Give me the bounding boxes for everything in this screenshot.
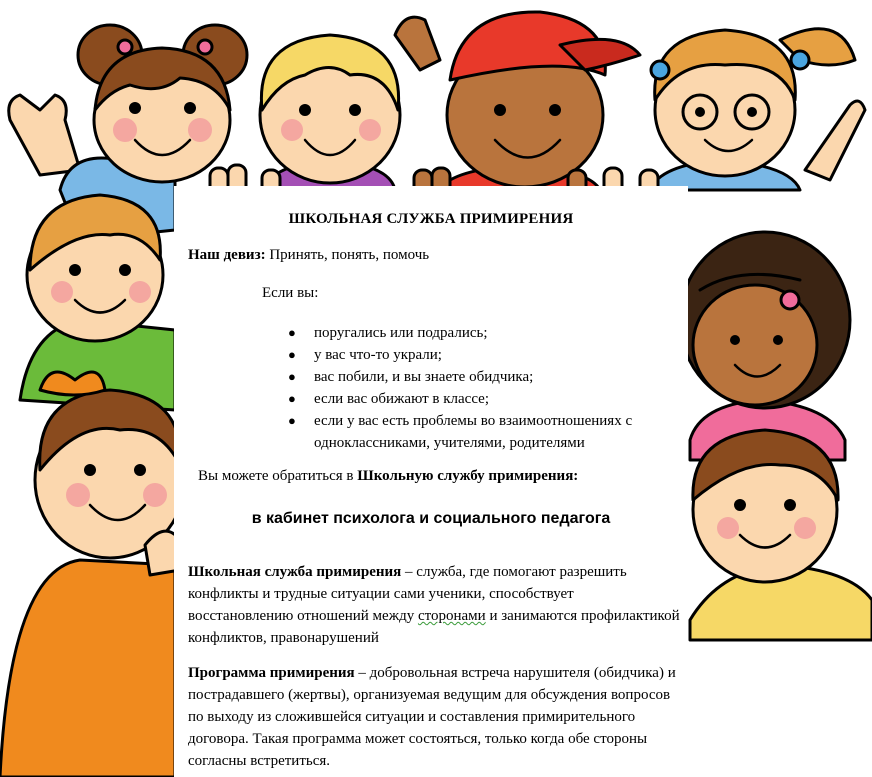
bullet-dot-icon: ● [288,413,296,428]
bullet-dot-icon: ● [288,347,296,362]
list-item: ● вас побили, и вы знаете обидчика; [288,366,678,388]
underlined-word: сторонами [417,608,486,624]
kid-red-cap [395,12,640,190]
list-item: ● если вас обижают в классе; [288,388,678,410]
definition-service: Школьная служба примирения – служба, где помогают разрешить конфликты и трудные ситуации сами ученики, способствует восстановлению отношений между сторонами и занимаются профилактикой конфликтов, правонарушений [188,564,680,646]
kid-glasses-girl [650,29,865,190]
kid-blonde-boy [260,35,400,190]
kid-orange-bow-girl [0,372,185,777]
bullet-dot-icon: ● [288,369,296,384]
if-you-label: Если вы: [262,285,319,301]
bullet-dot-icon: ● [288,325,296,340]
contact-service: Школьную службу примирения: [357,468,579,484]
list-item: ● поругались или подрались; [288,322,678,344]
motto-label: Наш девиз: [188,247,266,263]
contact-line [198,468,578,485]
motto [188,247,429,264]
list-item: ● если у вас есть проблемы во взаимоотношениях с одноклассниками, учителями, родителями [288,410,678,454]
situations-list [288,322,678,454]
office-location: в кабинет психолога и социального педагога [251,510,611,527]
motto-text: Принять, понять, помочь [269,247,430,263]
kid-curly-girl [680,232,850,460]
contact-prefix: Вы можете обратиться в [198,468,354,484]
term-program: Программа примирения [188,665,355,681]
poster-title: ШКОЛЬНАЯ СЛУЖБА ПРИМИРЕНИЯ [288,211,574,227]
term-service: Школьная служба примирения [188,564,402,580]
definition-program: Программа примирения – добровольная встреча нарушителя (обидчика) и пострадавшего (жертвы), организуемая ведущим для обсуждения вопросов по выходу из сложившейся ситуации и составления примирительного договора. Такая программа может состояться, только когда обе стороны согласны встретиться. [188,665,676,769]
list-item: ● у вас что-то украли; [288,344,678,366]
bullet-dot-icon: ● [288,391,296,406]
